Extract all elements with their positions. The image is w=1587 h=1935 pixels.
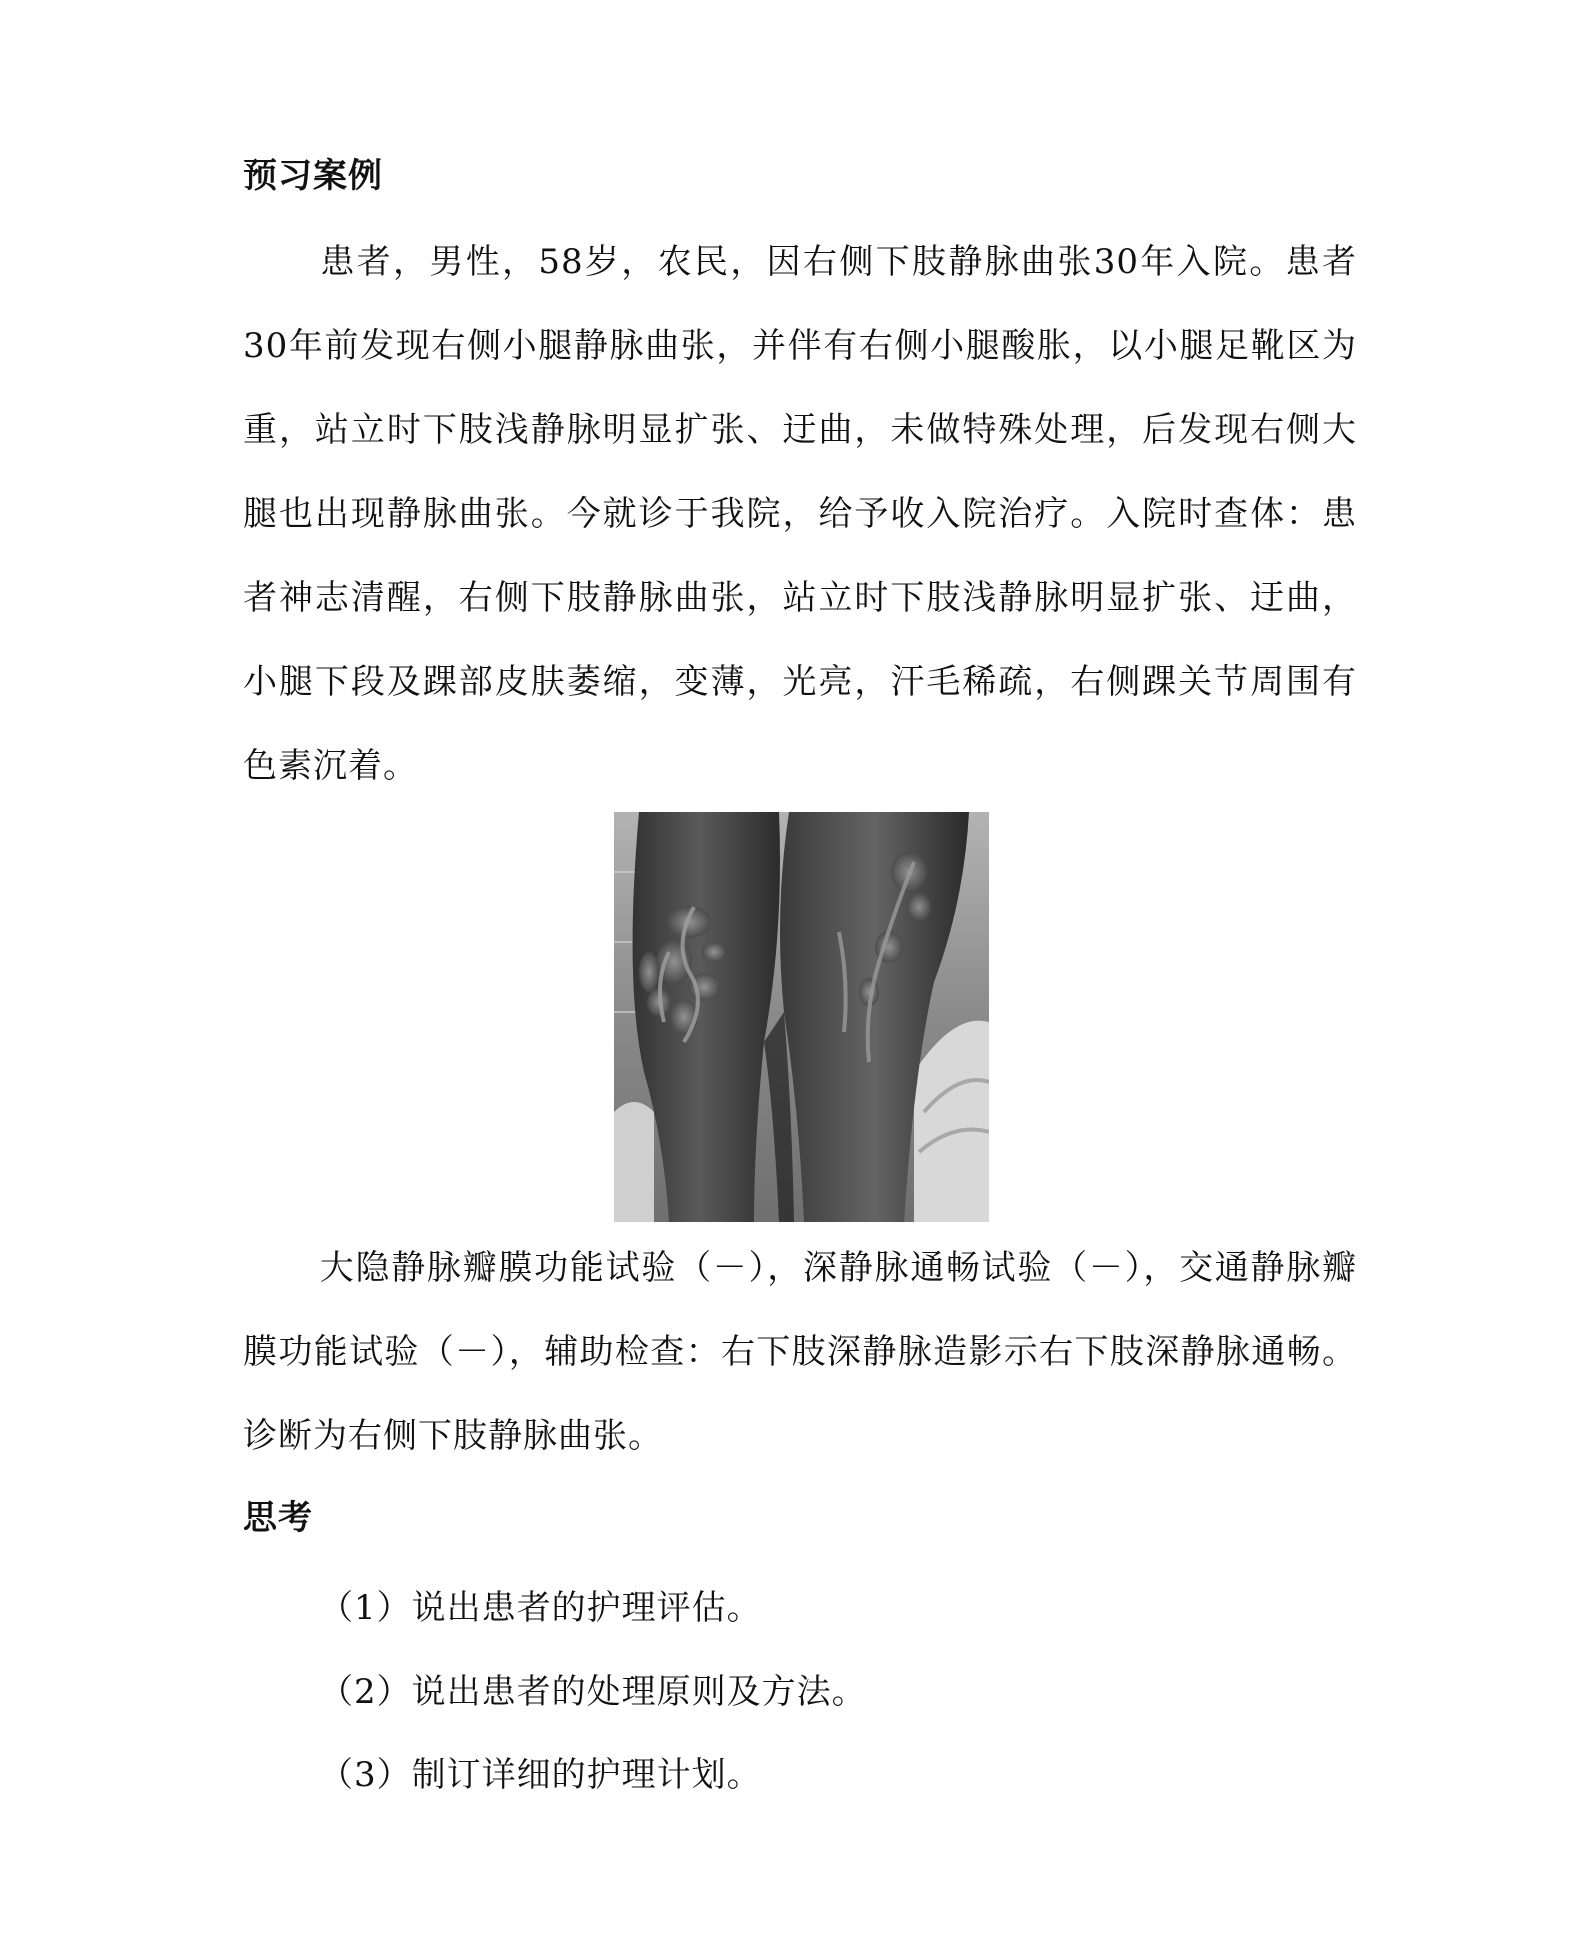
exam-paragraph-text: 大隐静脉瓣膜功能试验（－），深静脉通畅试验（－），交通静脉瓣膜功能试验（－），辅助检查：右下肢深静脉造影示右下肢深静脉通畅。诊断为右侧下肢静脉曲张。 xyxy=(243,1248,1357,1456)
exam-paragraph xyxy=(243,1226,1357,1478)
photo-illustration xyxy=(614,812,989,1222)
case-paragraph-text: 患者，男性，58岁，农民，因右侧下肢静脉曲张30年入院。患者30年前发现右侧小腿静脉曲张，并伴有右侧小腿酸胀，以小腿足靴区为重，站立时下肢浅静脉明显扩张、迂曲，未做特殊处理，后发现右侧大腿也出现静脉曲张。今就诊于我院，给予收入院治疗。入院时查体：患者神志清醒，右侧下肢静脉曲张，站立时下肢浅静脉明显扩张、迂曲，小腿下段及踝部皮肤萎缩，变薄，光亮，汗毛稀疏，右侧踝关节周围有色素沉着。 xyxy=(243,242,1357,786)
question-item: （2）说出患者的处理原则及方法。 xyxy=(319,1672,867,1712)
thinking-title: 思考 xyxy=(243,1498,313,1538)
case-paragraph xyxy=(243,220,1357,808)
leg-varicose-veins-photo xyxy=(614,812,989,1222)
question-item: （1）说出患者的护理评估。 xyxy=(319,1588,762,1628)
question-item: （3）制订详细的护理计划。 xyxy=(319,1755,762,1795)
section-title: 预习案例 xyxy=(243,156,383,196)
